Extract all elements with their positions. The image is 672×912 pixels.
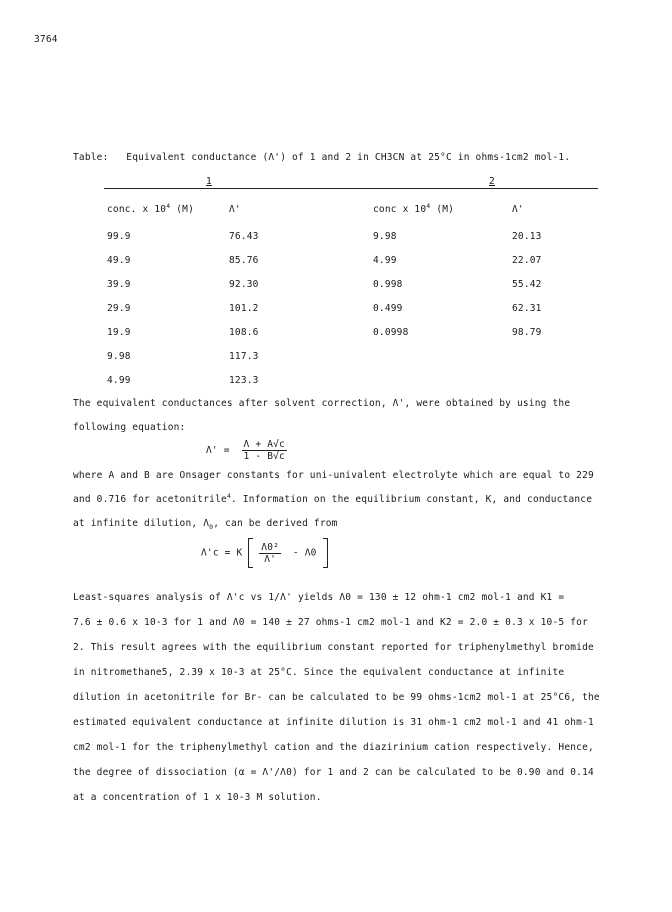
equation-2-fraction — [259, 542, 281, 565]
table-cell: 29.9 — [107, 303, 131, 314]
equation-1 — [206, 439, 287, 462]
equation-1-denominator: 1 - B√c — [243, 451, 285, 462]
table-cell: 123.3 — [229, 375, 259, 386]
table-group-2-label: 2 — [489, 176, 495, 187]
table-header-lambda-1: Λ' — [229, 204, 241, 215]
body-line: at a concentration of 1 x 10-3 M solution. — [73, 792, 322, 803]
table-cell: 0.998 — [373, 279, 403, 290]
table-group-1-label: 1 — [206, 176, 212, 187]
header-conc2-exp: 4 — [426, 202, 431, 210]
table-cell: 108.6 — [229, 327, 259, 338]
body-line: in nitromethane5, 2.39 x 10-3 at 25°C. Since the equivalent conductance at infinite — [73, 667, 565, 678]
table-cell: 4.99 — [373, 255, 397, 266]
body-line: 7.6 ± 0.6 x 10-3 for 1 and Λ0 = 140 ± 27 ohms-1 cm2 mol-1 and K2 = 2.0 ± 0.3 x 10-5 for — [73, 617, 588, 628]
body-text: . Information on the equilibrium constant, K, and conductance — [231, 494, 593, 505]
table-cell: 9.98 — [373, 231, 397, 242]
table-header-conc-1 — [107, 204, 194, 215]
equation-2-lhs: Λ'c = K — [201, 547, 243, 559]
header-conc2-text: conc x 10 — [373, 204, 427, 215]
table-caption — [73, 152, 570, 163]
table-cell: 22.07 — [512, 255, 542, 266]
header-conc-unit: (M) — [176, 204, 195, 215]
body-line: where A and B are Onsager constants for uni-univalent electrolyte which are equal to 229 — [73, 470, 594, 481]
equation-1-fraction — [242, 439, 287, 462]
body-line: The equivalent conductances after solvent correction, Λ', were obtained by using the — [73, 398, 571, 409]
table-cell: 49.9 — [107, 255, 131, 266]
equation-2-denominator: Λ' — [264, 553, 277, 565]
body-line: following equation: — [73, 422, 186, 433]
table-cell: 117.3 — [229, 351, 259, 362]
body-text: at infinite dilution, Λ — [73, 518, 210, 529]
table-caption-text: Equivalent conductance (Λ') of 1 and 2 in CH3CN at 25°C in ohms-1cm2 mol-1. — [126, 152, 571, 163]
table-cell: 0.0998 — [373, 327, 409, 338]
body-text: and 0.716 for acetonitrile — [73, 494, 227, 505]
body-line: Least-squares analysis of Λ'c vs 1/Λ' yields Λ0 = 130 ± 12 ohm-1 cm2 mol-1 and K1 = — [73, 592, 565, 603]
body-line: 2. This result agrees with the equilibrium constant reported for triphenylmethyl bromide — [73, 642, 594, 653]
table-cell: 92.30 — [229, 279, 259, 290]
table-cell: 98.79 — [512, 327, 542, 338]
left-bracket — [248, 538, 253, 568]
table-header-conc-2 — [373, 204, 454, 215]
table-cell: 0.499 — [373, 303, 403, 314]
body-line: estimated equivalent conductance at infinite dilution is 31 ohm-1 cm2 mol-1 and 41 ohm-1 — [73, 717, 594, 728]
header-conc-text: conc. x 10 — [107, 204, 167, 215]
table-rule — [104, 188, 598, 189]
body-line — [73, 518, 338, 529]
table-caption-prefix: Table: — [73, 152, 109, 163]
table-cell: 99.9 — [107, 231, 131, 242]
equation-2 — [201, 538, 328, 568]
table-cell: 62.31 — [512, 303, 542, 314]
body-line: dilution in acetonitrile for Br- can be calculated to be 99 ohms-1cm2 mol-1 at 25°C6, the — [73, 692, 600, 703]
table-cell: 20.13 — [512, 231, 542, 242]
table-cell: 9.98 — [107, 351, 131, 362]
page-number: 3764 — [34, 34, 58, 45]
right-bracket — [323, 538, 328, 568]
table-cell: 19.9 — [107, 327, 131, 338]
table-header-lambda-2: Λ' — [512, 204, 524, 215]
header-conc2-unit: (M) — [436, 204, 455, 215]
header-conc-exp: 4 — [166, 202, 171, 210]
subscript: 0 — [209, 523, 214, 531]
table-cell: 55.42 — [512, 279, 542, 290]
body-line: cm2 mol-1 for the triphenylmethyl cation and the diazirinium cation respectively. Hence, — [73, 742, 594, 753]
table-cell: 39.9 — [107, 279, 131, 290]
table-cell: 4.99 — [107, 375, 131, 386]
equation-2-tail: - Λ0 — [292, 547, 317, 559]
table-cell: 76.43 — [229, 231, 259, 242]
footnote-ref: 4 — [226, 492, 232, 500]
equation-2-numerator: Λ0² — [261, 541, 280, 553]
table-cell: 85.76 — [229, 255, 259, 266]
table-cell: 101.2 — [229, 303, 259, 314]
equation-1-numerator: Λ + A√c — [243, 439, 285, 450]
equation-1-lhs: Λ' = — [206, 445, 230, 456]
body-line: the degree of dissociation (α = Λ'/Λ0) for 1 and 2 can be calculated to be 0.90 and 0.14 — [73, 767, 594, 778]
body-text: , can be derived from — [213, 518, 338, 529]
body-line — [73, 494, 592, 505]
